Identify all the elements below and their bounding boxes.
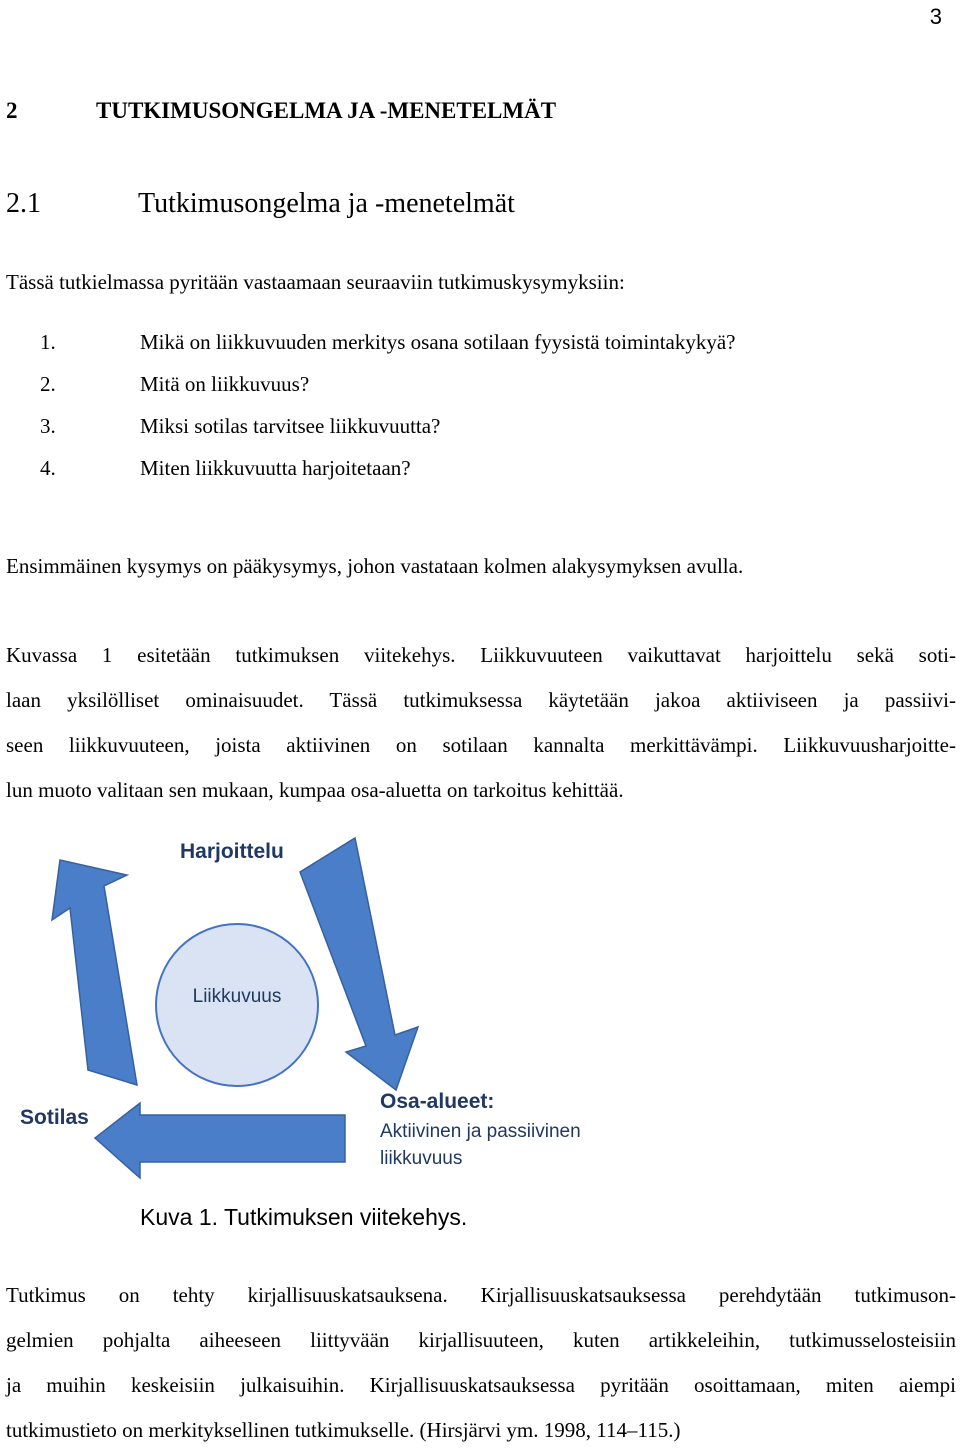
paragraph-line: gelmien pohjalta aiheeseen liittyvään kirjallisuuteen, kuten artikkeleihin, tutkimusselosteisiin: [6, 1328, 956, 1352]
question-text: Miksi sotilas tarvitsee liikkuvuutta?: [140, 414, 441, 438]
question-item: [0, 78, 960, 108]
diagram-label-aktiivinen: Aktiivinen ja passiivinen: [380, 1121, 581, 1142]
question-number: 3.: [40, 414, 56, 438]
section-number: 2.1: [6, 188, 41, 219]
question-text: Mitä on liikkuvuus?: [140, 372, 310, 396]
left-arrow-icon: [52, 860, 137, 1085]
bottom-arrow-icon: [95, 1103, 345, 1178]
question-number: 2.: [40, 372, 56, 396]
framework-paragraph: [6, 633, 956, 813]
framework-diagram: [0, 820, 660, 1180]
main-question-note: Ensimmäinen kysymys on pääkysymys, johon vastataan kolmen alakysymyksen avulla.: [6, 554, 744, 578]
diagram-label-sotilas: Sotilas: [20, 1106, 89, 1129]
question-text: Miten liikkuvuutta harjoitetaan?: [140, 456, 411, 480]
diagram-label-osa-alueet: Osa-alueet:: [380, 1090, 495, 1113]
section-title: Tutkimusongelma ja -menetelmät: [138, 188, 515, 219]
paragraph-line: Tutkimus on tehty kirjallisuuskatsauksena. Kirjallisuuskatsauksessa perehdytään tutkimuson-: [6, 1283, 956, 1307]
paragraph-line: seen liikkuvuuteen, joista aktiivinen on sotilaan kannalta merkittävämpi. Liikkuvuusharjoitte-: [6, 733, 956, 757]
paragraph-line: ja muihin keskeisiin julkaisuihin. Kirjallisuuskatsauksessa pyritään osoittamaan, miten aiempi: [6, 1373, 956, 1397]
figure-caption: Kuva 1. Tutkimuksen viitekehys.: [140, 1204, 468, 1230]
diagram-label-liikkuvuus-sub: liikkuvuus: [380, 1148, 463, 1169]
diagram-label-harjoittelu: Harjoittelu: [180, 840, 284, 863]
chapter-number: 2: [6, 98, 18, 123]
paragraph-line: tutkimustieto on merkityksellinen tutkimukselle. (Hirsjärvi ym. 1998, 114–115.): [6, 1418, 681, 1442]
question-number: 4.: [40, 456, 56, 480]
question-text: Mikä on liikkuvuuden merkitys osana sotilaan fyysistä toimintakykyä?: [140, 330, 736, 354]
right-arrow-icon: [300, 838, 418, 1090]
diagram-label-liikkuvuus: Liikkuvuus: [192, 986, 282, 1007]
method-paragraph: [6, 1273, 956, 1453]
paragraph-line: lun muoto valitaan sen mukaan, kumpaa osa-aluetta on tarkoitus kehittää.: [6, 778, 624, 802]
section-heading: [0, 188, 960, 224]
intro-paragraph: Tässä tutkielmassa pyritään vastaamaan seuraaviin tutkimuskysymyksiin:: [6, 270, 625, 294]
paragraph-line: laan yksilölliset ominaisuudet. Tässä tutkimuksessa käytetään jakoa aktiiviseen ja passiivi-: [6, 688, 956, 712]
question-number: 1.: [40, 330, 56, 354]
page-number: 3: [929, 4, 942, 29]
chapter-title: TUTKIMUSONGELMA JA -MENETELMÄT: [96, 98, 557, 123]
paragraph-line: Kuvassa 1 esitetään tutkimuksen viitekehys. Liikkuvuuteen vaikuttavat harjoittelu sekä soti-: [6, 643, 956, 667]
